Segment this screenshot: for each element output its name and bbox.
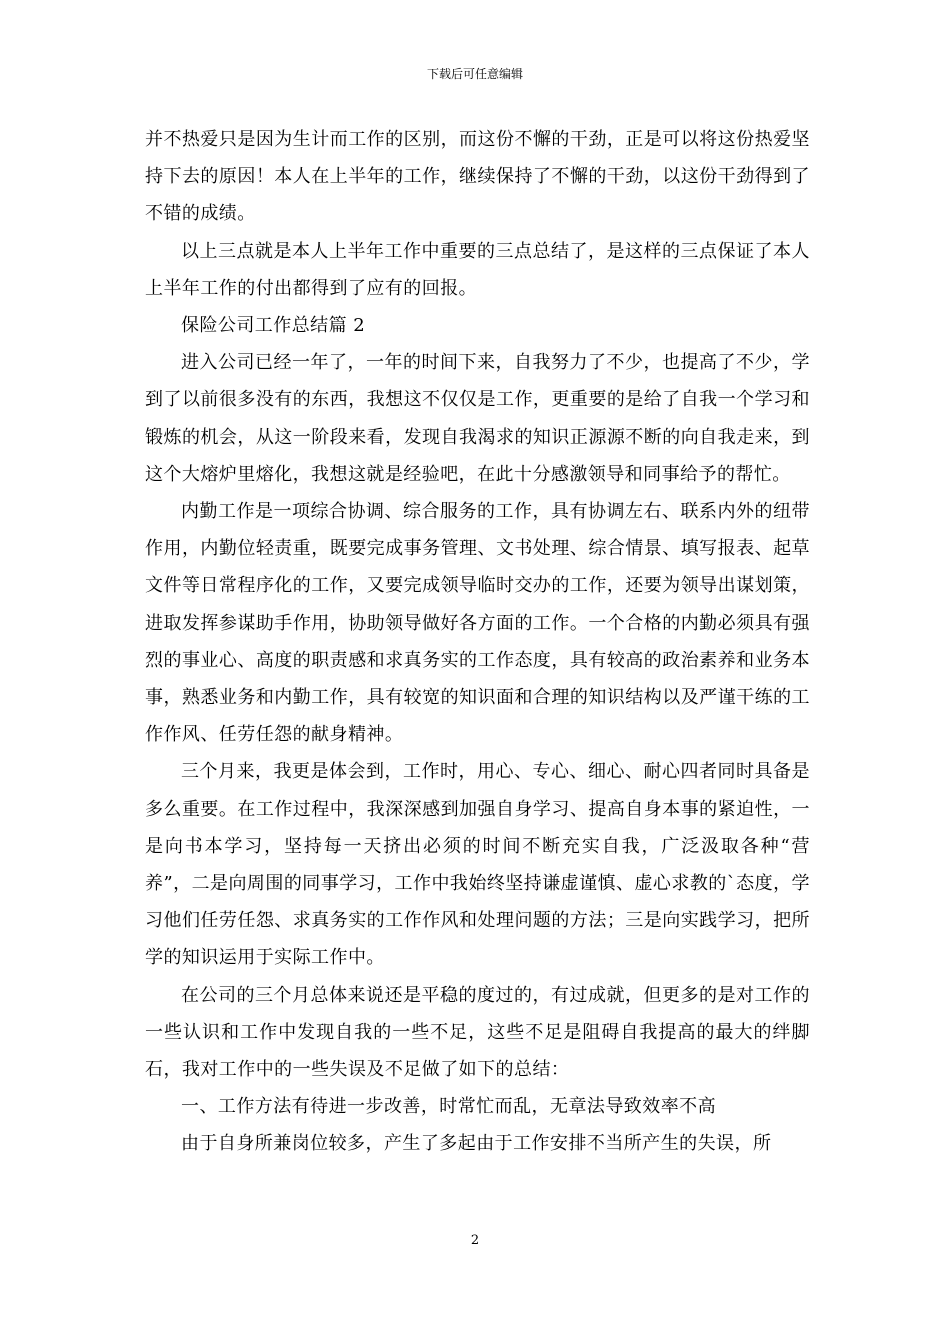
section-title: 保险公司工作总结篇 2 — [181, 315, 366, 337]
page-header: 下载后可任意编辑 — [426, 67, 523, 81]
paragraph-office-work: 内勤工作是一项综合协调、综合服务的工作，具有协调左右、联系内外的纽带作用，内勤位轻责重，既要完成事务管理、文书处理、综合情景、填写报表、起草文件等日常程序化的工作，又要完成领导临时交办的工作，还要为领导出谋划策，进取发挥参谋助手作用，协助领导做好各方面的工作。一个合格的内勤必须具有强烈的事业心、高度的职责感和求真务实的工作态度，具有较高的政治素养和业务本事，熟悉业务和内勤工作，具有较宽的知识面和合理的知识结构以及严谨干练的工作作风、任劳任怨的献身精神。 — [145, 501, 810, 746]
paragraph-summary-conclusion: 以上三点就是本人上半年工作中重要的三点总结了，是这样的三点保证了本人上半年工作的付出都得到了应有的回报。 — [145, 240, 810, 299]
paragraph-continued: 并不热爱只是因为生计而工作的区别，而这份不懈的干劲，正是可以将这份热爱坚持下去的原因！本人在上半年的工作，继续保持了不懈的干劲，以这份干劲得到了不错的成绩。 — [145, 129, 810, 225]
paragraph-overall: 在公司的三个月总体来说还是平稳的度过的，有过成就，但更多的是对工作的一些认识和工作中发现自我的一些不足，这些不足是阻碍自我提高的最大的绊脚石，我对工作中的一些失误及不足做了如下的总结： — [145, 984, 810, 1081]
paragraph-three-months: 三个月来，我更是体会到，工作时，用心、专心、细心、耐心四者同时具备是多么重要。在工作过程中，我深深感到加强自身学习、提高自身本事的紧迫性，一是向书本学习，坚持每一天挤出必须的时间不断充实自我，广泛汲取各种“营养”，二是向周围的同事学习，工作中我始终坚持谦虚谨慎、虚心求教的`态度，学习他们任劳任怨、求真务实的工作作风和处理问题的方法；三是向实践学习，把所学的知识运用于实际工作中。 — [145, 761, 810, 969]
paragraph-intro: 进入公司已经一年了，一年的时间下来，自我努力了不少，也提高了不少，学到了以前很多没有的东西，我想这不仅仅是工作，更重要的是给了自我一个学习和锻炼的机会，从这一阶段来看，发现自我渴求的知识正源源不断的向自我走来，到这个大熔炉里熔化，我想这就是经验吧，在此十分感激领导和同事给予的帮忙。 — [145, 352, 810, 485]
subsection-heading: 一、工作方法有待进一步改善，时常忙而乱，无章法导致效率不高 — [181, 1096, 717, 1118]
paragraph-truncated: 由于自身所兼岗位较多，产生了多起由于工作安排不当所产生的失误，所 — [181, 1133, 772, 1155]
document-body — [145, 121, 810, 1163]
page-number: 2 — [470, 1233, 480, 1248]
